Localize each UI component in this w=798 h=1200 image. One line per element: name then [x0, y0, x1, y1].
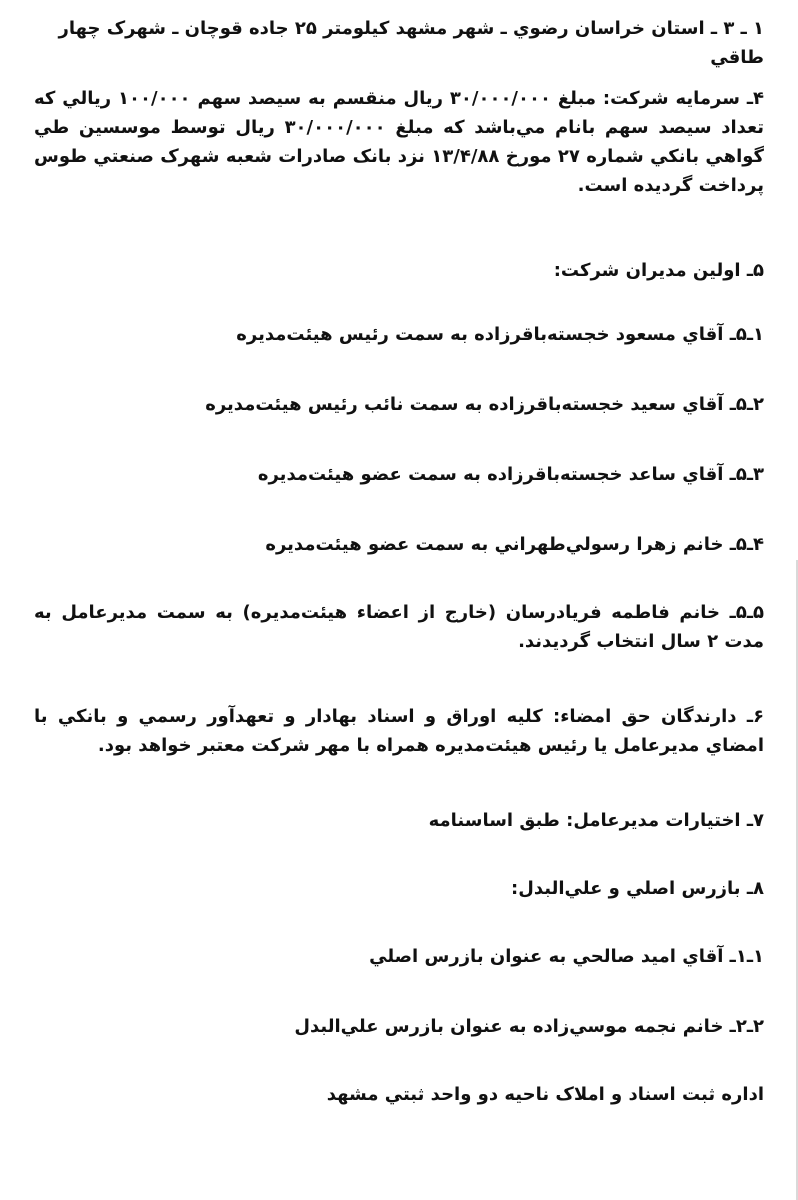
capital-paragraph: ۴ـ سرمايه شركت: مبلغ ۳۰/۰۰۰/۰۰۰ ريال منقسم به سيصد سهم ۱۰۰/۰۰۰ ريالي كه تعداد سيصد سهم بانام مي‌باشد كه مبلغ ۳۰/۰۰۰/۰۰۰ ريال توسط موسسين طي گواهي بانكي شماره ۲۷ مورخ ۱۳/۴/۸۸ نزد بانک صادرات شعبه شهرک صنعتي طوس پرداخت گرديده است. [34, 88, 764, 196]
director-item-2: ۲ـ۵ـ آقاي سعيد خجسته‌باقرزاده به سمت نائب رئيس هيئت‌مديره [205, 394, 764, 415]
signatories-paragraph: ۶ـ دارندگان حق امضاء: كليه اوراق و اسناد بهادار و تعهدآور رسمي و بانكي با امضاي مديرعامل يا رئيس هيئت‌مديره همراه با مهر شركت معتبر خواهد بود. [34, 706, 764, 756]
director-item-3: ۳ـ۵ـ آقاي ساعد خجسته‌باقرزاده به سمت عضو هيئت‌مديره [257, 464, 764, 485]
director-item-1: ۱ـ۵ـ آقاي مسعود خجسته‌باقرزاده به سمت رئيس هيئت‌مديره [236, 324, 764, 345]
inspectors-heading: ۸ـ بازرس اصلي و علي‌البدل: [511, 878, 764, 899]
ceo-paragraph: ۵ـ۵ـ خانم فاطمه فريادرسان (خارج از اعضاء هيئت‌مديره) به سمت مديرعامل به مدت ۲ سال انتخاب گرديدند. [34, 602, 764, 652]
ceo-authority-paragraph: ۷ـ اختيارات مديرعامل: طبق اساسنامه [428, 810, 764, 831]
director-item-4: ۴ـ۵ـ خانم زهرا رسولي‌طهراني به سمت عضو هيئت‌مديره [265, 534, 764, 555]
registry-office-line: اداره ثبت اسناد و املاک ناحيه دو واحد ثبتي مشهد [326, 1084, 764, 1105]
first-directors-heading: ۵ـ اولين مديران شركت: [553, 260, 764, 281]
inspector-item-1: ۱ـ۱ـ آقاي اميد صالحي به عنوان بازرس اصلي [369, 946, 764, 967]
address-paragraph: ۱ ـ ۳ ـ استان خراسان رضوي ـ شهر مشهد كيلومتر ۲۵ جاده قوچان ـ شهرک چهار طاقي [58, 18, 764, 68]
inspector-item-2: ۲ـ۲ـ خانم نجمه موسي‌زاده به عنوان بازرس علي‌البدل [294, 1016, 764, 1037]
